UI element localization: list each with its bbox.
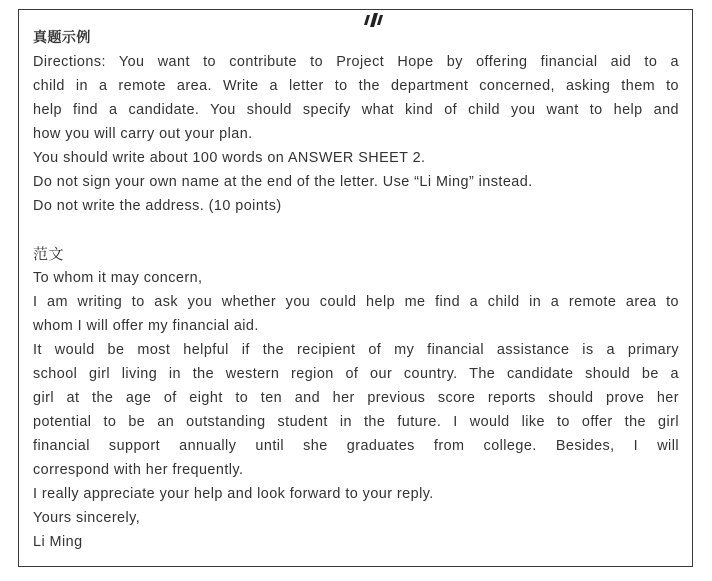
document-body — [33, 26, 679, 554]
essay-line: correspond with her frequently. — [33, 462, 244, 478]
essay-line: To whom it may concern, — [33, 270, 203, 286]
essay-line: potential to be an outstanding student in the future. I would like to offer the girl — [33, 414, 679, 430]
essay-line: I really appreciate your help and look forward to your reply. — [33, 486, 434, 502]
essay-line: girl at the age of eight to ten and her previous score reports should prove her — [33, 390, 679, 406]
directions-line: Do not write the address. (10 points) — [33, 198, 282, 214]
directions-line: Do not sign your own name at the end of the letter. Use “Li Ming” instead. — [33, 174, 533, 190]
directions-line: Directions: You want to contribute to Project Hope by offering financial aid to a — [33, 54, 679, 70]
directions-line: how you will carry out your plan. — [33, 126, 253, 142]
essay-line: school girl living in the western region of our country. The candidate should be a — [33, 366, 679, 382]
essay-signature: Li Ming — [33, 534, 83, 550]
essay-line: financial support annually until she graduates from college. Besides, I will — [33, 438, 679, 454]
section-title-model-essay: 范文 — [33, 245, 64, 263]
essay-line: It would be most helpful if the recipient of my financial assistance is a primary — [33, 342, 679, 358]
directions-line: You should write about 100 words on ANSWER SHEET 2. — [33, 150, 426, 166]
essay-line: whom I will offer my financial aid. — [33, 318, 259, 334]
essay-line: I am writing to ask you whether you could help me find a child in a remote area to — [33, 294, 679, 310]
directions-line: help find a candidate. You should specify what kind of child you want to help and — [33, 102, 679, 118]
essay-line: Yours sincerely, — [33, 510, 141, 526]
spacer — [33, 218, 679, 242]
directions-line: child in a remote area. Write a letter to the department concerned, asking them to — [33, 78, 679, 94]
section-title-exam-example: 真题示例 — [33, 30, 91, 46]
